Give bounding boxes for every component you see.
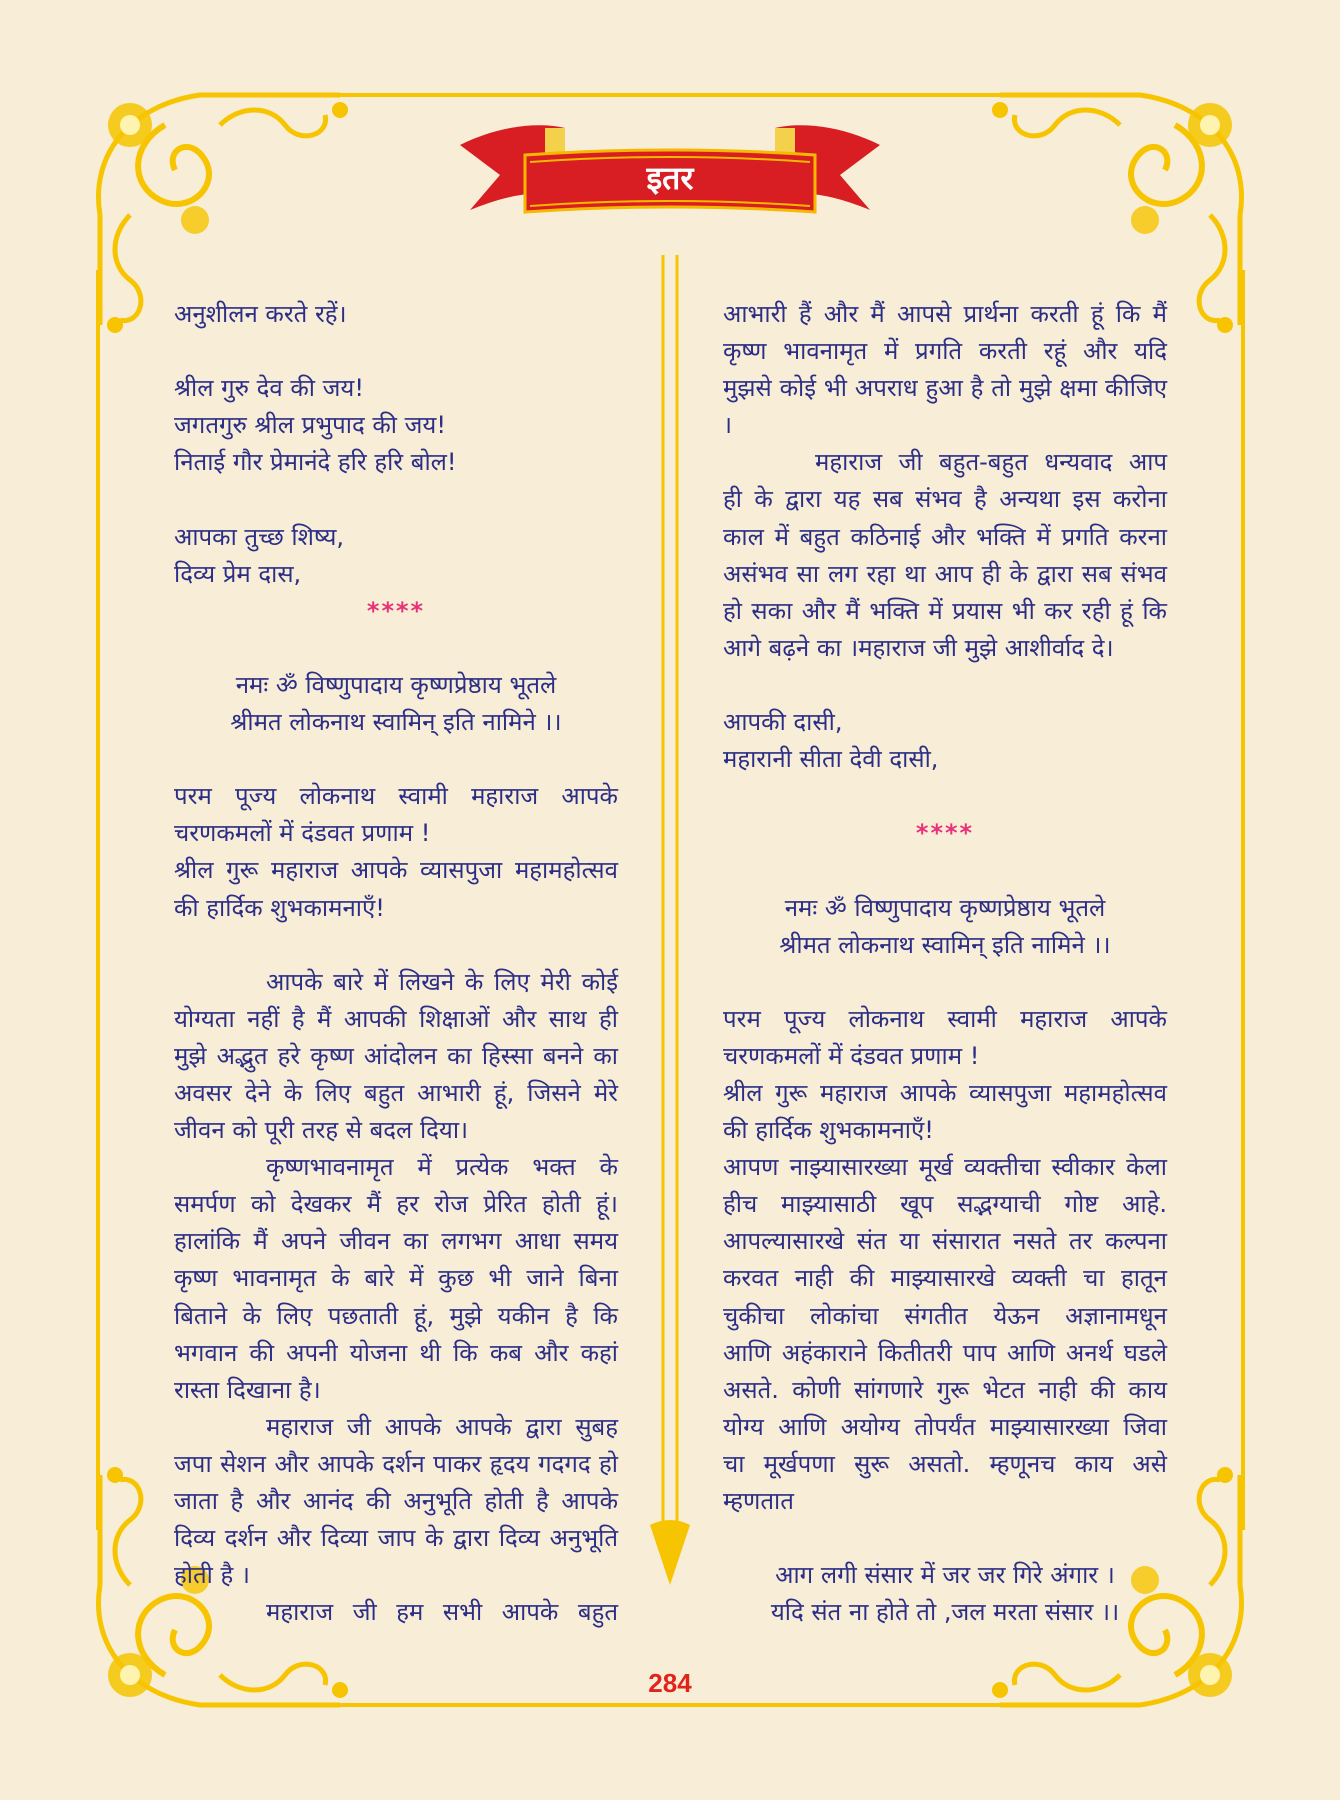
- text-line: चा मूर्खपणा सुरू असतो. म्हणूनच काय असे: [723, 1449, 1167, 1478]
- section-title: इतर: [646, 159, 694, 197]
- text-line: परम पूज्य लोकनाथ स्वामी महाराज आपके: [723, 1004, 1167, 1033]
- text-line: हो सका और मैं भक्ति में प्रयास भी कर रही हूं कि: [723, 596, 1167, 625]
- text-line: असते. कोणी सांगणारे गुरू भेटत नाही की काय: [723, 1375, 1167, 1404]
- blank-line: [174, 630, 618, 667]
- text-line: अनुशीलन करते रहें।: [174, 300, 347, 328]
- text-line: होती है ।: [174, 1561, 250, 1590]
- page-number: 284: [648, 1668, 692, 1698]
- text-line: की हार्दिक शुभकामनाएँ!: [174, 893, 385, 922]
- text-line: जगतगुरु श्रील प्रभुपाद की जय!: [174, 411, 446, 440]
- blank-line: [174, 481, 618, 518]
- text-line: आपकी दासी,: [723, 708, 843, 737]
- text-line: परम पूज्य लोकनाथ स्वामी महाराज आपके: [174, 782, 618, 811]
- section-separator-stars: ****: [366, 596, 426, 625]
- text-line: म्हणतात: [723, 1487, 794, 1515]
- left-column: [174, 296, 618, 1631]
- text-line: योग्य आणि अयोग्य तोपर्यंत माझ्यासारख्या जिवा: [723, 1412, 1167, 1441]
- text-line: रास्ता दिखाना है।: [174, 1375, 321, 1404]
- text-line: कृष्ण भावनामृत में प्रगति करती रहूं और यदि: [723, 337, 1167, 366]
- text-line: हीच माझ्यासाठी खूप सद्भग्याची गोष्ट आहे.: [723, 1190, 1167, 1219]
- text-line: श्रील गुरू महाराज आपके व्यासपुजा महामहोत्सव: [723, 1078, 1167, 1107]
- text-line: ही के द्वारा यह सब संभव है अन्यथा इस करोना: [723, 485, 1167, 514]
- text-line: दिव्य दर्शन और दिव्या जाप के द्वारा दिव्य अनुभूति: [174, 1524, 618, 1553]
- text-line: भगवान की अपनी योजना थी कि कब और कहां: [174, 1338, 618, 1367]
- text-line: की हार्दिक शुभकामनाएँ!: [723, 1116, 934, 1145]
- blank-line: [174, 741, 618, 778]
- text-line: निताई गौर प्रेमानंदे हरि हरि बोल!: [174, 448, 457, 477]
- text-line: आभारी हैं और मैं आपसे प्रार्थना करती हूं कि मैं: [723, 300, 1167, 328]
- section-separator-stars: ****: [915, 819, 975, 848]
- text-line: योग्यता नहीं है मैं आपकी शिक्षाओं और साथ ही: [174, 1004, 618, 1033]
- text-line: आगे बढ़ने का ।महाराज जी मुझे आशीर्वाद दे।: [723, 633, 1114, 662]
- text-line: असंभव सा लग रहा था आप ही के द्वारा सब संभव: [723, 559, 1167, 588]
- text-line: श्रील गुरू महाराज आपके व्यासपुजा महामहोत्सव: [174, 856, 618, 885]
- text-line: आपके बारे में लिखने के लिए मेरी कोई: [266, 967, 618, 996]
- text-line: मुझे अद्भुत हरे कृष्ण आंदोलन का हिस्सा बनने का: [174, 1041, 618, 1070]
- text-line: नमः ॐ विष्णुपादाय कृष्णप्रेष्ठाय भूतले: [235, 670, 557, 699]
- text-line: हालांकि मैं अपने जीवन का लगभग आधा समय: [174, 1227, 618, 1256]
- text-line: आपल्यासारखे संत या संसारात नसते तर कल्पना: [723, 1227, 1167, 1256]
- text-line: आग लगी संसार में जर जर गिरे अंगार ।: [775, 1561, 1115, 1590]
- text-line: चरणकमलों में दंडवत प्रणाम !: [174, 819, 431, 848]
- blank-line: [723, 852, 1167, 889]
- column-divider: [650, 255, 690, 1585]
- blank-line: [723, 1520, 1167, 1557]
- text-line: महाराज जी आपके आपके द्वारा सुबह: [266, 1412, 618, 1441]
- text-line: महारानी सीता देवी दासी,: [723, 745, 939, 774]
- text-line: महाराज जी हम सभी आपके बहुत: [266, 1598, 618, 1627]
- text-line: अवसर देने के लिए बहुत आभारी हूं, जिसने मेरे: [174, 1078, 618, 1107]
- blank-line: [174, 927, 618, 964]
- text-line: जपा सेशन और आपके दर्शन पाकर हृदय गदगद हो: [174, 1449, 618, 1478]
- blank-line: [723, 778, 1167, 815]
- blank-line: [723, 964, 1167, 1001]
- text-line: श्रील गुरु देव की जय!: [174, 374, 364, 403]
- text-line: आणि अहंकाराने कितीतरी पाप आणि अनर्थ घडले: [723, 1338, 1167, 1367]
- text-line: श्रीमत लोकनाथ स्वामिन् इति नामिने ।।: [779, 930, 1111, 959]
- text-line: जीवन को पूरी तरह से बदल दिया।: [174, 1116, 469, 1145]
- blank-line: [174, 333, 618, 370]
- text-line: ।: [723, 411, 733, 440]
- text-line: आपण नाझ्यासारख्या मूर्ख व्यक्तीचा स्वीकार केला: [723, 1153, 1167, 1182]
- text-line: कृष्णभावनामृत में प्रत्येक भक्त के: [266, 1153, 618, 1182]
- blank-line: [723, 667, 1167, 704]
- text-line: चरणकमलों में दंडवत प्रणाम !: [723, 1041, 980, 1070]
- text-line: समर्पण को देखकर मैं हर रोज प्रेरित होती हूं।: [174, 1190, 618, 1219]
- text-line: करवत नाही की माझ्यासारखे व्यक्ती चा हातून: [723, 1264, 1167, 1293]
- text-line: मुझसे कोई भी अपराध हुआ है तो मुझे क्षमा कीजिए: [723, 374, 1167, 403]
- text-line: चुकीचा लोकांचा संगतीत येऊन अज्ञानामधून: [723, 1301, 1167, 1330]
- text-line: नमः ॐ विष्णुपादाय कृष्णप्रेष्ठाय भूतले: [784, 893, 1106, 922]
- text-line: बिताने के लिए पछताती हूं, मुझे यकीन है कि: [174, 1301, 618, 1330]
- text-line: यदि संत ना होते तो ,जल मरता संसार ।।: [770, 1598, 1120, 1627]
- right-column: [723, 296, 1167, 1631]
- text-line: कृष्ण भावनामृत के बारे में कुछ भी जाने बिना: [174, 1264, 618, 1293]
- text-line: काल में बहुत कठिनाई और भक्ति में प्रगति करना: [723, 522, 1167, 551]
- text-line: आपका तुच्छ शिष्य,: [174, 522, 345, 551]
- text-line: जाता है और आनंद की अनुभूति होती है आपके: [174, 1487, 618, 1515]
- text-line: श्रीमत लोकनाथ स्वामिन् इति नामिने ।।: [230, 708, 562, 737]
- text-line: दिव्य प्रेम दास,: [174, 559, 302, 588]
- text-line: महाराज जी बहुत-बहुत धन्यवाद आप: [815, 448, 1167, 477]
